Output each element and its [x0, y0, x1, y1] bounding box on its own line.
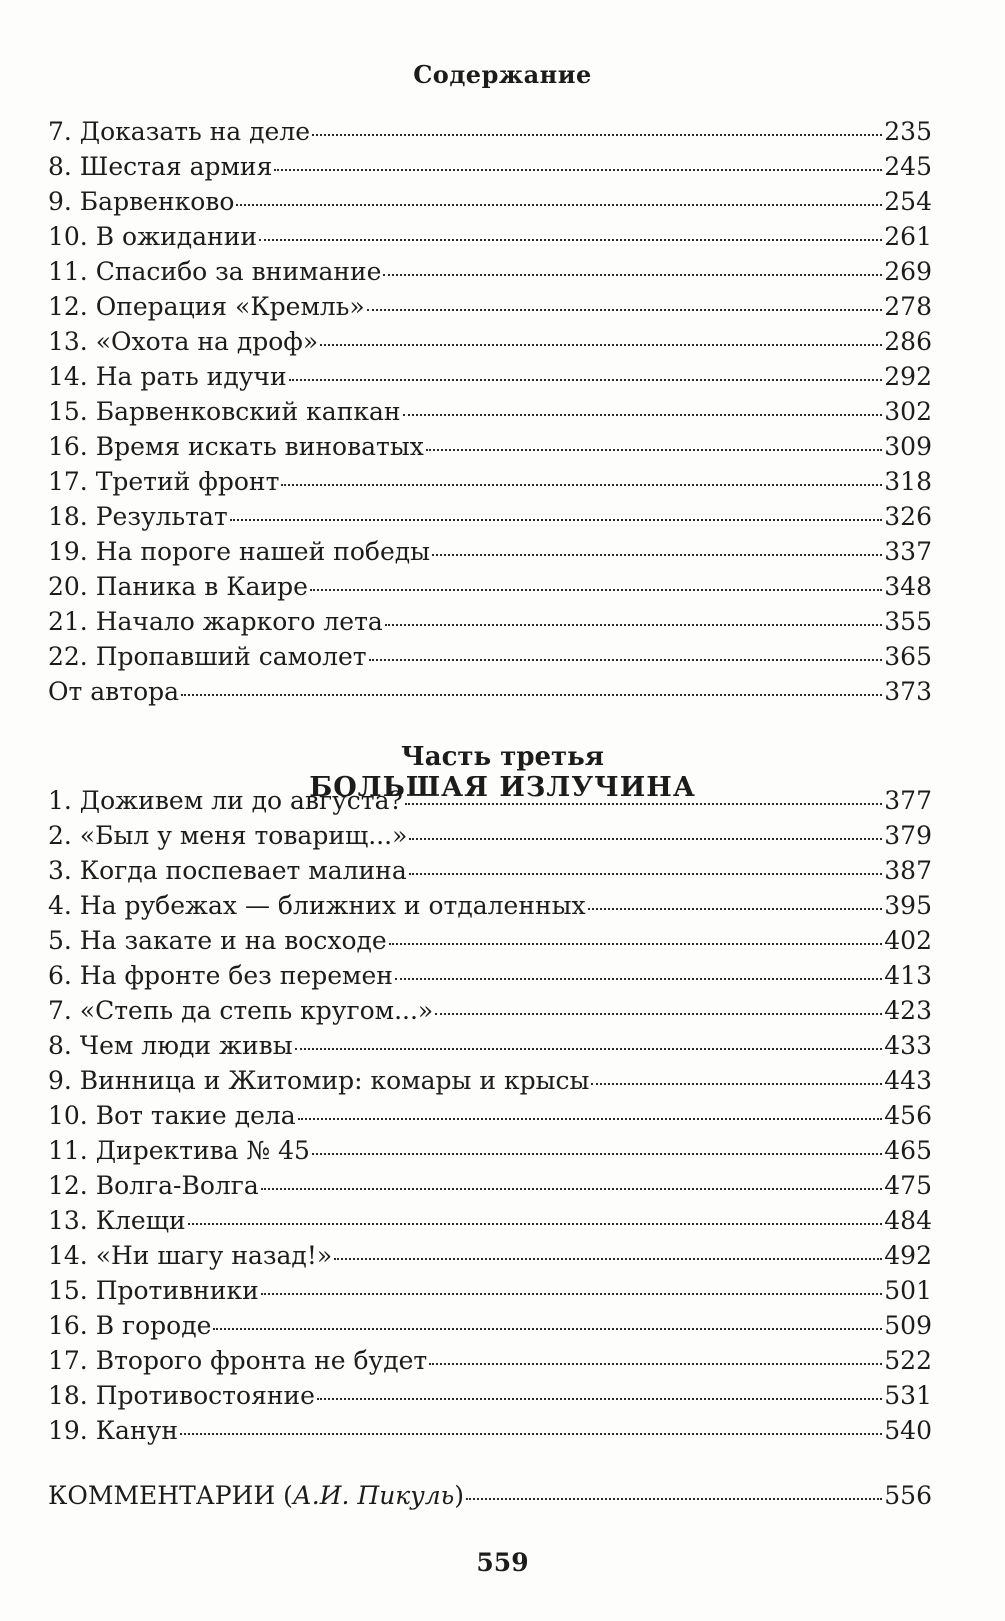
toc-leader-dots: [367, 307, 883, 311]
toc-entry[interactable]: [48, 499, 932, 534]
toc-entry-title: 19. На пороге нашей победы: [48, 537, 431, 566]
toc-entry[interactable]: [48, 674, 932, 709]
toc-entry-page: 484: [884, 1206, 932, 1235]
toc-entry[interactable]: [48, 1413, 932, 1448]
toc-entry-title: 18. Результат: [48, 502, 228, 531]
toc-entry-page: 556: [884, 1481, 932, 1510]
toc-leader-dots: [395, 976, 882, 980]
page-header: Содержание: [413, 60, 592, 89]
toc-entry[interactable]: [48, 1063, 932, 1098]
toc-entry[interactable]: [48, 324, 932, 359]
toc-leader-dots: [312, 1151, 882, 1155]
toc-entry-title: 21. Начало жаркого лета: [48, 607, 383, 636]
toc-entry-page: 348: [884, 572, 932, 601]
toc-entry-page: 492: [884, 1241, 932, 1270]
toc-leader-dots: [289, 377, 883, 381]
toc-entry[interactable]: [48, 818, 932, 853]
toc-entry[interactable]: [48, 1273, 932, 1308]
toc-leader-dots: [334, 1256, 882, 1260]
toc-leader-dots: [310, 587, 882, 591]
toc-section-part2: [48, 114, 932, 709]
toc-entry-title: 8. Шестая армия: [48, 152, 273, 181]
toc-entry-page: 326: [884, 502, 932, 531]
toc-entry-page: 402: [884, 926, 932, 955]
toc-entry[interactable]: [48, 1203, 932, 1238]
toc-leader-dots: [261, 1186, 883, 1190]
toc-entry[interactable]: [48, 184, 932, 219]
toc-entry[interactable]: [48, 853, 932, 888]
toc-leader-dots: [312, 132, 882, 136]
toc-entry-page: 337: [884, 537, 932, 566]
toc-entry-title: 18. Противостояние: [48, 1381, 315, 1410]
toc-entry-page: 365: [884, 642, 932, 671]
toc-entry[interactable]: [48, 394, 932, 429]
toc-entry[interactable]: [48, 958, 932, 993]
toc-entry[interactable]: [48, 639, 932, 674]
toc-leader-dots: [259, 237, 882, 241]
toc-entry-page: 377: [884, 786, 932, 815]
toc-leader-dots: [261, 1291, 883, 1295]
toc-entry-title: 15. Барвенковский капкан: [48, 397, 401, 426]
toc-leader-dots: [383, 272, 882, 276]
toc-entry-title: 1. Доживем ли до августа?: [48, 786, 403, 815]
part-title: БОЛЬШАЯ ИЗЛУЧИНА: [309, 772, 696, 803]
toc-entry[interactable]: [48, 219, 932, 254]
toc-leader-dots: [591, 1081, 882, 1085]
toc-entry[interactable]: [48, 1308, 932, 1343]
toc-entry-page: 355: [884, 607, 932, 636]
toc-entry-title: 2. «Был у меня товарищ...»: [48, 821, 408, 850]
toc-entry[interactable]: [48, 149, 932, 184]
toc-comments: [48, 1478, 932, 1513]
toc-entry[interactable]: [48, 993, 932, 1028]
toc-entry-page: 443: [884, 1066, 932, 1095]
toc-entry-title: 3. Когда поспевает малина: [48, 856, 407, 885]
toc-leader-dots: [295, 1046, 883, 1050]
toc-entry-title: 12. Операция «Кремль»: [48, 292, 365, 321]
toc-leader-dots: [429, 1361, 882, 1365]
toc-entry-page: 302: [884, 397, 932, 426]
toc-entry-title: 9. Винница и Житомир: комары и крысы: [48, 1066, 590, 1095]
toc-entry-title: 7. «Степь да степь кругом...»: [48, 996, 434, 1025]
toc-entry[interactable]: [48, 114, 932, 149]
toc-entry[interactable]: [48, 429, 932, 464]
toc-leader-dots: [409, 836, 882, 840]
toc-entry-title: 22. Пропавший самолет: [48, 642, 367, 671]
toc-entry[interactable]: [48, 534, 932, 569]
toc-entry-title: 19. Канун: [48, 1416, 178, 1445]
toc-entry[interactable]: [48, 289, 932, 324]
toc-entry-page: 278: [884, 292, 932, 321]
toc-leader-dots: [213, 1326, 882, 1330]
toc-entry-page: 423: [884, 996, 932, 1025]
toc-entry-page: 501: [884, 1276, 932, 1305]
toc-entry-title: 14. На рать идучи: [48, 362, 287, 391]
toc-entry-title: 13. Клещи: [48, 1206, 186, 1235]
toc-leader-dots: [298, 1116, 883, 1120]
toc-entry-title: 12. Волга-Волга: [48, 1171, 259, 1200]
toc-entry[interactable]: [48, 569, 932, 604]
toc-entry[interactable]: [48, 464, 932, 499]
toc-leader-dots: [389, 941, 883, 945]
toc-entry-title: 8. Чем люди живы: [48, 1031, 293, 1060]
toc-entry-page: 261: [884, 222, 932, 251]
comments-title: КОММЕНТАРИИ: [48, 1481, 276, 1510]
toc-leader-dots: [405, 801, 882, 805]
toc-entry[interactable]: [48, 1098, 932, 1133]
toc-entry[interactable]: [48, 1343, 932, 1378]
toc-entry-page: 387: [884, 856, 932, 885]
toc-leader-dots: [435, 1011, 882, 1015]
toc-entry-title: 5. На закате и на восходе: [48, 926, 387, 955]
toc-leader-dots: [466, 1496, 882, 1500]
toc-leader-dots: [188, 1221, 883, 1225]
toc-leader-dots: [385, 622, 882, 626]
toc-entry-title: От автора: [48, 677, 180, 706]
toc-leader-dots: [181, 692, 882, 696]
toc-entry-page: 522: [884, 1346, 932, 1375]
toc-entry-page: 475: [884, 1171, 932, 1200]
toc-entry-title: 7. Доказать на деле: [48, 117, 311, 146]
toc-leader-dots: [369, 657, 883, 661]
toc-entry[interactable]: [48, 1238, 932, 1273]
toc-leader-dots: [426, 447, 882, 451]
toc-entry-title: 4. На рубежах — ближних и отдаленных: [48, 891, 586, 920]
toc-entry[interactable]: [48, 359, 932, 394]
toc-entry-title: 10. Вот такие дела: [48, 1101, 296, 1130]
toc-entry-title: 6. На фронте без перемен: [48, 961, 393, 990]
toc-entry[interactable]: [48, 923, 932, 958]
toc-entry-title: 11. Директива № 45: [48, 1136, 310, 1165]
toc-entry[interactable]: [48, 783, 932, 818]
toc-entry[interactable]: [48, 1028, 932, 1063]
toc-section-part3: [48, 783, 932, 1448]
toc-leader-dots: [588, 906, 883, 910]
toc-entry-page: 379: [884, 821, 932, 850]
toc-leader-dots: [432, 552, 882, 556]
toc-entry[interactable]: [48, 1168, 932, 1203]
toc-entry-page: 269: [884, 257, 932, 286]
toc-leader-dots: [409, 871, 883, 875]
toc-leader-dots: [320, 342, 882, 346]
toc-leader-dots: [230, 517, 883, 521]
page-number: 559: [476, 1548, 529, 1577]
toc-entry-title: 10. В ожидании: [48, 222, 258, 251]
toc-entry[interactable]: [48, 888, 932, 923]
toc-entry-page: 309: [884, 432, 932, 461]
toc-entry-title: 11. Спасибо за внимание: [48, 257, 382, 286]
toc-entry-page: 456: [884, 1101, 932, 1130]
toc-entry-page: 509: [884, 1311, 932, 1340]
toc-entry-title: 14. «Ни шагу назад!»: [48, 1241, 333, 1270]
toc-entry-title: 15. Противники: [48, 1276, 259, 1305]
toc-entry-title: 13. «Охота на дроф»: [48, 327, 319, 356]
toc-entry[interactable]: [48, 1133, 932, 1168]
toc-leader-dots: [317, 1396, 882, 1400]
toc-entry-page: 531: [884, 1381, 932, 1410]
toc-leader-dots: [274, 167, 882, 171]
toc-leader-dots: [403, 412, 883, 416]
toc-entry-comments[interactable]: [48, 1478, 932, 1513]
toc-leader-dots: [236, 202, 882, 206]
toc-entry-page: 286: [884, 327, 932, 356]
toc-entry-page: 465: [884, 1136, 932, 1165]
toc-entry-title: КОММЕНТАРИИ (А.И. Пикуль): [48, 1481, 465, 1510]
toc-entry-page: 245: [884, 152, 932, 181]
toc-entry-page: 318: [884, 467, 932, 496]
toc-entry-title: 16. В городе: [48, 1311, 212, 1340]
toc-entry-title: 17. Третий фронт: [48, 467, 280, 496]
toc-entry[interactable]: [48, 254, 932, 289]
toc-entry-title: 16. Время искать виноватых: [48, 432, 424, 461]
toc-leader-dots: [180, 1431, 882, 1435]
toc-entry-page: 373: [884, 677, 932, 706]
part-label: Часть третья: [400, 742, 605, 772]
toc-entry-title: 9. Барвенково: [48, 187, 235, 216]
toc-entry-page: 540: [884, 1416, 932, 1445]
toc-entry-title: 20. Паника в Каире: [48, 572, 308, 601]
toc-entry[interactable]: [48, 604, 932, 639]
toc-entry-page: 395: [884, 891, 932, 920]
toc-entry-page: 292: [884, 362, 932, 391]
toc-entry-title: 17. Второго фронта не будет: [48, 1346, 428, 1375]
comments-author: А.И. Пикуль: [292, 1481, 455, 1510]
toc-entry-page: 433: [884, 1031, 932, 1060]
toc-entry-page: 235: [884, 117, 932, 146]
toc-entry-page: 254: [884, 187, 932, 216]
toc-entry[interactable]: [48, 1378, 932, 1413]
toc-leader-dots: [281, 482, 882, 486]
toc-entry-page: 413: [884, 961, 932, 990]
